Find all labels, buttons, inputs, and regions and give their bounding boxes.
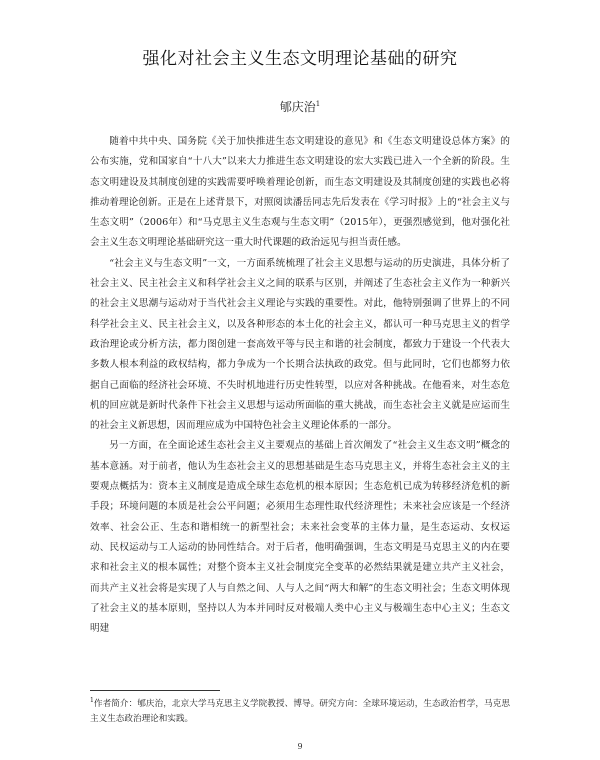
page-number: 9 [297,742,303,751]
paper-title: 强化对社会主义生态文明理论基础的研究 [142,49,458,69]
body-text [90,132,510,639]
footnote-text: 作者简介：郇庆治，北京大学马克思主义学院教授、博导。研究方向：全球环境运动，生态政治哲学，马克思主义生态政治理论和实践。 [90,698,510,724]
paragraph-1: 随着中共中央、国务院《关于加快推进生态文明建设的意见》和《生态文明建设总体方案》的公布实施，党和国家自“十八大”以来大力推进生态文明建设的宏大实践已进入一个全新的阶段。生态文明建设及其制度创建的实践需要呼唤着理论创新，而生态文明建设及其制度创建的实践也必将推动着理论创新。正是在上述背景下，对照阅读潘岳同志先后发表在《学习时报》上的“社会主义与生态文明”（2006年）和“马克思主义生态观与生态文明”（2015年），更强烈感觉到，他对强化社会主义生态文明理论基础研究这一重大时代课题的政治远见与担当责任感。 [90,136,510,249]
author-footnote-mark: 1 [315,100,321,108]
author-line [0,98,600,115]
paragraph-3: 另一方面，在全面论述生态社会主义主要观点的基础上首次阐发了“社会主义生态文明”概念的基本意涵。对于前者，他认为生态社会主义的思想基础是生态马克思主义，并将生态社会主义的主要观点概括为：资本主义制度是造成全球生态危机的根本原因；生态危机已成为转移经济危机的新手段；环境问题的本质是社会公平问题；必须用生态理性取代经济理性；未来社会应该是一个经济效率、社会公正、生态和谐相统一的新型社会；未来社会变革的主体力量，是生态运动、女权运动、民权运动与工人运动的协同性结合。对于后者，他明确强调，生态文明是马克思主义的内在要求和社会主义的根本属性；对整个资本主义社会制度完全变革的必然结果就是建立共产主义社会，而共产主义社会将是实现了人与自然之间、人与人之间“两大和解”的生态文明社会；生态文明体现了社会主义的基本原则，坚持以人为本并同时反对极端人类中心主义与极端生态中心主义；生态文明建 [90,440,510,635]
paragraph-2: “社会主义与生态文明”一文，一方面系统梳理了社会主义思想与运动的历史演进，具体分析了社会主义、民主社会主义和科学社会主义之间的联系与区别，并阐述了生态社会主义作为一种新兴的社会主义思潮与运动对于当代社会主义理论与实践的重要性。对此，他特别强调了世界上的不同科学社会主义、民主社会主义，以及各种形态的本土化的社会主义，都认可一种马克思主义的哲学政治理论或分析方法，都力图创建一套高效平等与民主和谐的社会制度，都致力于建设一个代表大多数人根本利益的政权结构，都力争成为一个长期合法执政的政党。但与此同时，它们也都努力依据自己面临的经济社会环境、不失时机地进行历史性转型，以应对各种挑战。在他看来，对生态危机的回应就是新时代条件下社会主义思想与运动所面临的重大挑战，而生态社会主义就是应运而生的社会主义新思想，因而理应成为中国特色社会主义理论体系的一部分。 [90,257,510,432]
footnote-divider [90,690,220,691]
footnote [90,693,510,727]
footnote-mark: 1 [90,697,94,704]
author-name: 郇庆治 [279,100,316,114]
